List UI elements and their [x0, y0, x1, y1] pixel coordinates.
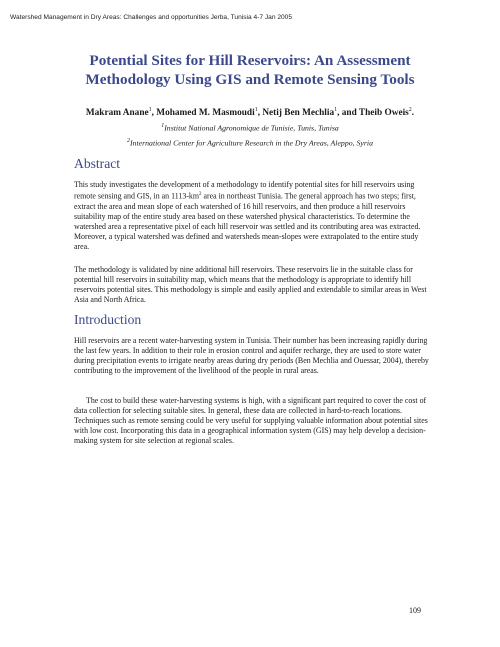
affiliation-mark: 2: [127, 138, 130, 144]
author-list: [40, 107, 460, 118]
affiliation-mark: 1: [161, 123, 165, 129]
affiliation-mark: 2: [408, 107, 412, 113]
abstract-text: This study investigates the development of a methodology to identify potential sites for hill reservoirs using remote sensing and GIS, in an 1113-km: [74, 180, 415, 201]
affiliation-mark: 1: [148, 107, 152, 113]
affiliation-2: [40, 138, 460, 148]
abstract-heading: Abstract: [74, 156, 121, 171]
paper-title: Potential Sites for Hill Reservoirs: An Assessment Methodology Using GIS and Remote Sensing Tools: [85, 52, 415, 88]
author-name: Makram Anane: [85, 108, 149, 119]
affiliation-text: International Center for Agriculture Research in the Dry Areas, Aleppo, Syria: [130, 138, 373, 148]
affiliation-text: Institut National Agronomique de Tunisie, Tunis, Tunisa: [164, 123, 339, 133]
running-header: Watershed Management in Dry Areas: Challenges and opportunities Jerba, Tunisia 4-7 Jan 2005: [10, 14, 292, 21]
author-separator: ,: [151, 108, 157, 119]
author-separator: ,: [257, 108, 263, 119]
introduction-paragraph-2: The cost to build these water-harvesting systems is high, with a significant part required to cover the cost of data collection for selecting suitable sites. In general, these data are collected in hard-to-reach locations. Techniques such as remote sensing could be very useful for supplying valuable information about potential sites with low cost. Incorporating this data in a geographical information system (GIS) may help develop a decision-making system for site selection at regional scales.: [74, 396, 428, 446]
superscript: 2: [199, 192, 202, 198]
affiliation-1: [40, 123, 460, 133]
author-separator: , and: [337, 108, 359, 119]
author-separator: .: [411, 108, 415, 119]
introduction-paragraph-1: Hill reservoirs are a recent water-harvesting system in Tunisia. Their number has been increasing rapidly during the last few years. In addition to their role in erosion control and aquifer recharge, they are used to store water during precipitation events to irrigate nearby areas during dry periods (Ben Mechlia and Ouessar, 2004), thereby contributing to the improvement of the livelihood of the people in rural areas.: [74, 336, 429, 376]
author-name: Mohamed M. Masmoudi: [156, 108, 255, 119]
author-name: Theib Oweis: [358, 108, 409, 119]
abstract-paragraph-1: [74, 180, 430, 252]
affiliation-mark: 1: [334, 107, 338, 113]
author-name: Netij Ben Mechlia: [262, 108, 335, 119]
affiliation-mark: 1: [254, 107, 258, 113]
page-number: 109: [409, 606, 421, 615]
abstract-paragraph-2: The methodology is validated by nine additional hill reservoirs. These reservoirs lie in the suitable class for potential hill reservoirs in suitability map, which means that the methodology is appropriate to identify hill reservoirs potential sites. This methodology is simple and easily applied and extendable to similar areas in West Asia and North Africa.: [74, 265, 427, 305]
abstract-text: area in northeast Tunisia. The general approach has two steps; first, extract the area and mean slope of each watershed of 16 hill reservoirs, and then produce a hill reservoirs suitability map of the entire study area based on these watershed physical characteristics. To determine the watershed area a representative pixel of each hill reservoir was settled and its contributing area was extracted. Moreover, a typical watershed was defined and watersheds mean-slopes were extrapolated to the entire study area.: [74, 191, 421, 252]
introduction-heading: Introduction: [74, 312, 142, 327]
